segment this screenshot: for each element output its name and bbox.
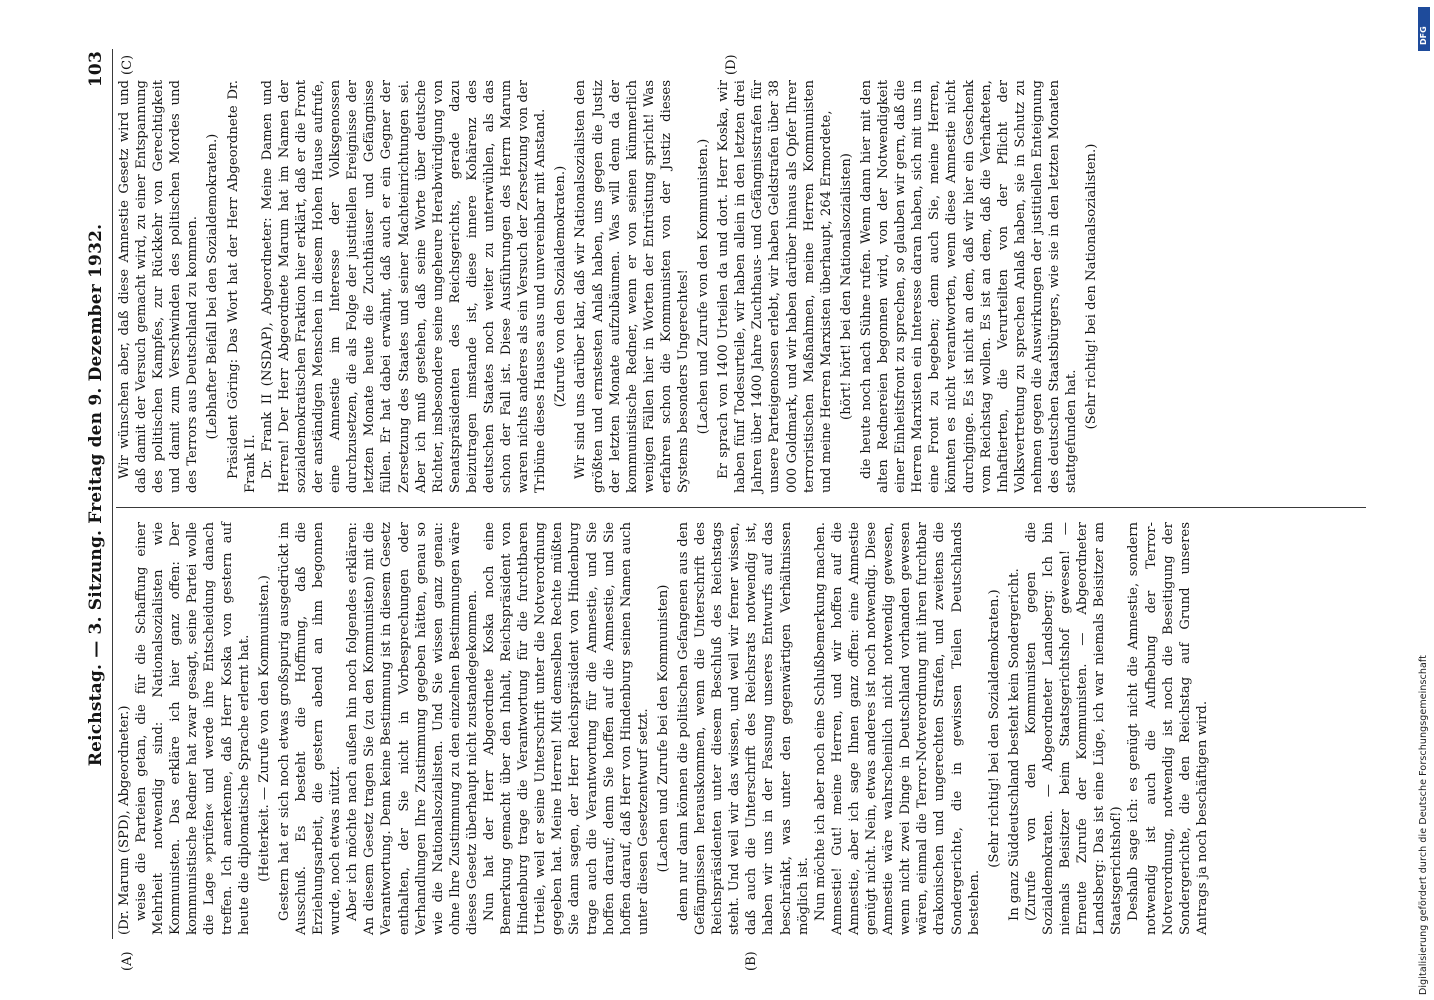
paragraph: weise die Parteien getan, die für die Schaffung einer Mehrheit notwendig sind: Nationalsozialisten wie Kommunisten. Das erkläre ich hier ganz offen: Der kommunistische Redner hat zwar gesagt, seine Partei wolle die Lage »prüfen« und werde ihre Entscheidung danach treffen. Ich anerkenne, daß Herr Koska von gestern auf heute die diplomatische Sprache erlernt hat. (134, 522, 252, 935)
dfg-logo-text: DFG (1419, 26, 1428, 45)
rotated-text-block (84, 45, 1374, 971)
column-divider (116, 507, 1366, 508)
interjection: (Lachen und Zurufe von den Kommunisten.) (696, 138, 712, 435)
header-rule (112, 49, 113, 939)
margin-marker-a: (A) (120, 951, 135, 971)
interjection: (Lebhafter Beifall bei den Sozialdemokraten.) (205, 133, 221, 440)
header-title: Reichstag. — 3. Sitzung. Freitag den 9. Dezember 1932. (86, 223, 106, 767)
margin-marker-d: (D) (724, 54, 739, 75)
interjection: (Sehr richtig! bei den Nationalsozialisten.) (1084, 143, 1100, 430)
paragraph: Präsident Göring: Das Wort hat der Herr Abgeordnete Dr. Frank II. (225, 80, 258, 493)
paragraph: Gestern hat er sich noch etwas großspurig ausgedrückt im Ausschuß. Es besteht die Hoffnung, daß die Erziehungsarbeit, die gestern abend an ihm begonnen wurde, noch etwas nützt. (276, 522, 344, 935)
interjection: (hört! hört! bei den Nationalsozialisten) (838, 153, 854, 420)
interjection: (Heiterkeit. — Zurufe von den Kommunisten.) (256, 575, 272, 882)
paragraph: Dr. Frank II (NSDAP), Abgeordneter: Meine Damen und Herren! Der Herr Abgeordnete Marum hat im Namen der sozialdemokratischen Fraktion hier erklärt, daß er die Front der anständigen Menschen in diesem Hohen Hause aufrufe, eine Amnestie im Interesse der Volksgenossen durchzusetzen, die als Folge der justitiellen Ereignisse der letzten Monate heute die Zuchthäuser und Gefängnisse füllen. Er hat dabei erwähnt, daß auch er ein Gegner der Zersetzung des Staates und seiner Machteinrichtungen sei. Aber ich muß gestehen, daß seine Worte über deutsche Richter, insbesondere seine ungeheure Herabwürdigung von Senatspräsidenten des Reichsgerichts, gerade dazu beizutragen imstande ist, diese innere Kohärenz des deutschen Staates noch weiter zu unterwühlen, als das schon der Fall ist. Diese Ausführungen des Herrn Marum waren nichts anderes als ein Versuch der Zersetzung von der Tribüne dieses Hauses aus und unvereinbar mit Anstand. (259, 80, 549, 493)
right-column (116, 80, 1103, 493)
interjection: (Lachen und Zurufe bei den Kommunisten) (655, 584, 671, 873)
margin-marker-c: (C) (120, 54, 135, 75)
digitization-note: Digitalisierung gefördert durch die Deutsche Forschungsgemeinschaft (1418, 655, 1429, 995)
paragraph: (Zurufe von den Kommunisten gegen die Sozialdemokraten. — Abgeordneter Landsberg: Ich bin niemals Beisitzer beim Staatsgerichtshof gewesen! — Erneute Zurufe der Kommunisten. — Abgeordneter Landsberg: Das ist eine Lüge, ich war niemals Beisitzer am Staatsgerichtshof!) (1023, 522, 1125, 935)
margin-marker-b: (B) (744, 951, 759, 971)
interjection: (Sehr richtig! bei den Sozialdemokraten.) (986, 589, 1002, 868)
paragraph: Deshalb sage ich: es genügt nicht die Amnestie, sondern notwendig ist auch die Aufhebung der Terror-Notverordnung, notwendig ist noch die Beseitigung der Sondergerichte, die den Reichstag auf Grund unseres Antrags ja noch beschäftigen wird. (1126, 522, 1210, 935)
paragraph: Aber ich möchte nach außen hin noch folgendes erklären: An diesem Gesetz tragen Sie (zu den Kommunisten) mit die Verantwortung. Denn keine Bestimmung ist in diesem Gesetz enthalten, der Sie nicht in Vorbesprechungen oder Verhandlungen Ihre Zustimmung gegeben hätten, genau so wie die Nationalsozialisten. Und Sie wissen ganz genau: ohne Ihre Zustimmung zu den einzelnen Bestimmungen wäre dieses Gesetz überhaupt nicht zustandegekommen. (345, 522, 480, 935)
left-column (116, 522, 1211, 935)
paragraph: denn nur dann können die politischen Gefangenen aus den Gefängnissen herauskommen, wenn die Unterschrift des Reichspräsidenten unter diesem Beschluß des Reichstags steht. Und weil wir das wissen, und weil wir ferner wissen, daß auch die Unterschrift des Reichsrats notwendig ist, haben wir uns in der Fassung unseres Entwurfs auf das beschränkt, was unter den gegenwärtigen Verhältnissen möglich ist. (676, 522, 811, 935)
paragraph: Er sprach von 1400 Urteilen da und dort. Herr Koska, wir haben fünf Todesurteile, wir haben allein in den letzten drei Jahren über 1400 Jahre Zuchthaus- und Gefängnisstrafen für unsere Parteigenossen erlebt, wir haben Geldstrafen über 38 000 Goldmark, und wir haben darüber hinaus als Opfer Ihrer terroristischen Maßnahmen, meine Herren Kommunisten und meine Herren Marxisten überhaupt, 264 Ermordete, (716, 80, 834, 493)
paragraph: Nun möchte ich aber noch eine Schlußbemerkung machen. Amnestie! Gut! meine Herren, und wir hoffen auf die Amnestie, aber ich sage Ihnen ganz offen: eine Amnestie genügt nicht. Nein, etwas anderes ist noch notwendig. Diese Amnestie wäre wahrscheinlich nicht notwendig gewesen, wenn nicht zwei Dinge in Deutschland vorhanden gewesen wären, einmal die Terror-Notverordnung mit ihren furchtbar drakonischen und ungerechten Strafen, und zweitens die Sondergerichte, die in gewissen Teilen Deutschlands bestehen. (812, 522, 982, 935)
paragraph: die heute noch nach Sühne rufen. Wenn dann hier mit den alten Rednereien begonnen wird, von der Notwendigkeit einer Einheitsfront zu sprechen, so glauben wir gern, daß die Herren Marxisten ein Interesse daran haben, sich mit uns in eine Front zu begeben; denn auch Sie, meine Herren, könnten es nicht verantworten, wenn diese Amnestie nicht durchginge. Es ist nicht an dem, daß wir hier ein Geschenk vom Reichstag wollen. Es ist an dem, daß die Verhafteten, Inhaftierten, die Verurteilten von der Pflicht der Volksvertretung zu sprechen Anlaß haben, sie in Schutz zu nehmen gegen die Auswirkungen der justitiellen Enteignung des deutschen Staatsbürgers, wie sie in den letzten Monaten stattgefunden hat. (858, 80, 1080, 493)
paragraph: Wir wünschen aber, daß diese Amnestie Gesetz wird und daß damit der Versuch gemacht wird, zu einer Entspannung des politischen Kampfes, zur Rückkehr von Gerechtigkeit und damit zum Verschwinden des politischen Mordes und des Terrors aus Deutschland zu kommen. (117, 80, 201, 493)
speaker-line: (Dr. Marum (SPD), Abgeordneter.) (117, 705, 132, 935)
paragraph: Wir sind uns darüber klar, daß wir Nationalsozialisten den größten und ernstesten Anlaß haben, uns gegen die Justiz der letzten Monate aufzubäumen. Was will denn da der kommunistische Redner, wenn er von seinen kümmerlich wenigen Fällen hier in Worten der Entrüstung spricht! Was erfahren schon die Kommunisten von der Justiz dieses Systems besonders Ungerechtes! (573, 80, 691, 493)
page-number: 103 (86, 51, 106, 88)
paragraph: Nun hat der Herr Abgeordnete Koska noch eine Bemerkung gemacht über den Inhalt, Reichspräsident von Hindenburg trage die Verantwortung für die furchtbaren Urteile, weil er seine Unterschrift unter die Notverordnung gegeben hat. Meine Herren! Mit demselben Rechte müßten Sie dann sagen, der Herr Reichspräsident von Hindenburg trage auch die Verantwortung für die Amnestie, und Sie hoffen darauf; denn Sie hoffen auf die Amnestie, und Sie hoffen darauf, daß Herr von Hindenburg seinen Namen auch unter diesen Gesetzentwurf setzt. (481, 522, 651, 935)
paragraph: In ganz Süddeutschland besteht kein Sondergericht. (1006, 568, 1022, 921)
interjection: (Zurufe von den Sozialdemokraten.) (553, 165, 569, 408)
page-header (84, 45, 110, 945)
dfg-logo (1418, 7, 1430, 51)
